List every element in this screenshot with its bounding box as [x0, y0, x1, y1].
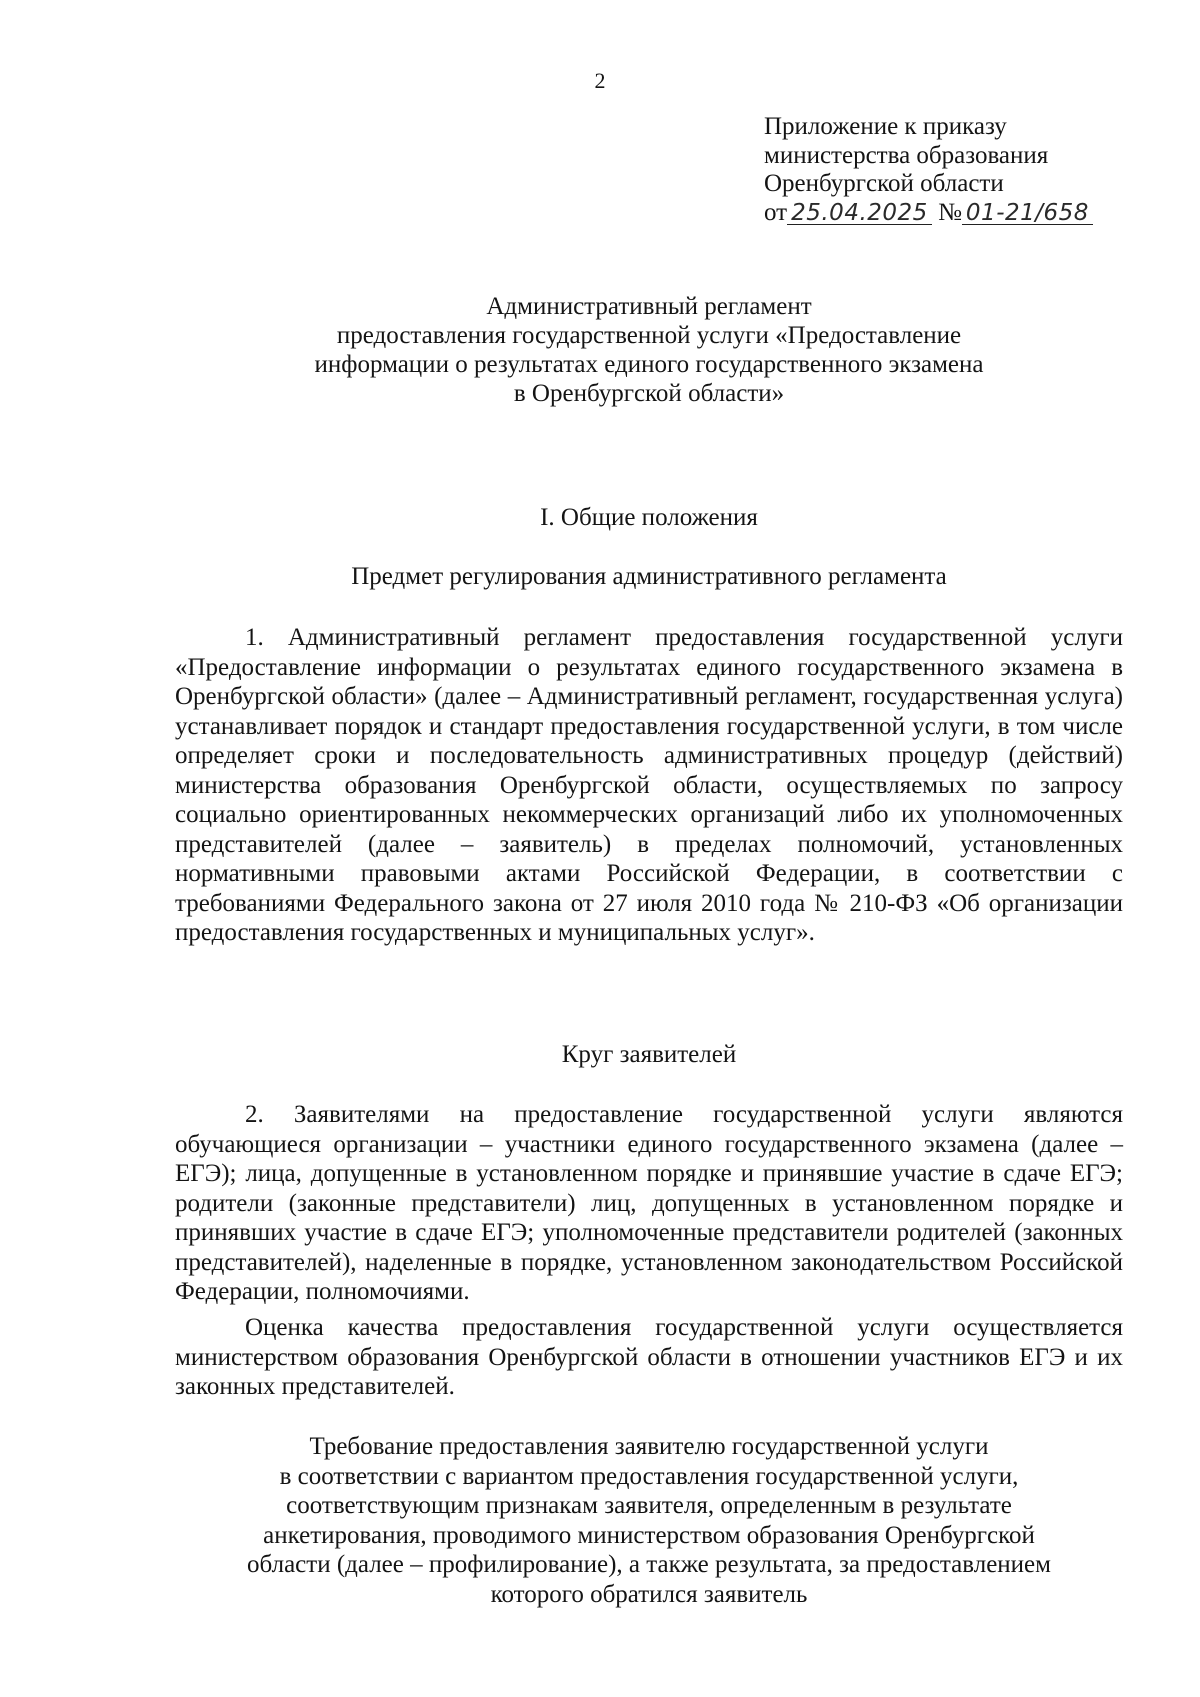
appendix-header [764, 113, 1164, 227]
title-line-1: Административный регламент [486, 293, 812, 320]
appendix-line-1: Приложение к приказу [764, 113, 1007, 140]
subsection-heading-subject: Предмет регулирования административного регламента [351, 563, 947, 590]
paragraph-2-quality: Оценка качества предоставления государственной услуги осуществляется министерством образования Оренбургской области в отношении участников ЕГЭ и их законных представителей. [175, 1314, 1123, 1400]
handwritten-date: 25.04.2025 [787, 202, 932, 225]
subsection-heading-requirement [175, 1432, 1123, 1609]
paragraph-2: 2. Заявителями на предоставление государственной услуги являются обучающиеся организации – участники единого государственного экзамена (далее – ЕГЭ); лица, допущенные в установленном порядке и принявшие участие в сдаче ЕГЭ; родители (законные представители) лиц, допущенных в установленном порядке и принявших участие в сдаче ЕГЭ; уполномоченные представители родителей (законных представителей), наделенные в порядке, установленном законодательством Российской Федерации, полномочиями. [175, 1101, 1123, 1305]
requirement-line-6: которого обратился заявитель [490, 1580, 808, 1608]
requirement-line-4: анкетирования, проводимого министерством образования Оренбургской [263, 1521, 1035, 1549]
title-line-2: предоставления государственной услуги «Предоставление [336, 322, 962, 349]
number-prefix: № [938, 198, 962, 226]
subsection-heading-applicants: Круг заявителей [561, 1041, 737, 1068]
title-line-4: в Оренбургской области» [513, 380, 785, 407]
requirement-line-5: области (далее – профилирование), а также результата, за предоставлением [247, 1551, 1051, 1578]
requirement-line-3: соответствующим признакам заявителя, определенным в результате [286, 1492, 1012, 1519]
requirement-line-2: в соответствии с вариантом предоставления государственной услуги, [279, 1462, 1019, 1490]
appendix-date-number-line [764, 199, 1164, 228]
requirement-line-1: Требование предоставления заявителю государственной услуги [309, 1433, 989, 1460]
handwritten-number: 01-21/658 [962, 202, 1093, 225]
appendix-line-3: Оренбургской области [764, 170, 1004, 197]
paragraph-1: 1. Административный регламент предоставления государственной услуги «Предоставление информации о результатах единого государственного экзамена в Оренбургской области» (далее – Административный регламент, государственная услуга) устанавливает порядок и стандарт предоставления государственной услуги, в том числе определяет сроки и последовательность административных процедур (действий) министерства образования Оренбургской области, осуществляемых по запросу социально ориентированных некоммерческих организаций либо их уполномоченных представителей (далее – заявитель) в пределах полномочий, установленных нормативными правовыми актами Российской Федерации, в соответствии с требованиями Федерального закона от 27 июля 2010 года № 210-ФЗ «Об организации предоставления государственных и муниципальных услуг». [175, 624, 1123, 946]
page-number: 2 [594, 68, 606, 93]
title-line-3: информации о результатах единого государственного экзамена [314, 351, 984, 378]
section-heading-general: I. Общие положения [540, 504, 758, 531]
document-title [175, 292, 1123, 408]
date-prefix: от [764, 198, 788, 226]
appendix-line-2: министерства образования [764, 141, 1049, 169]
